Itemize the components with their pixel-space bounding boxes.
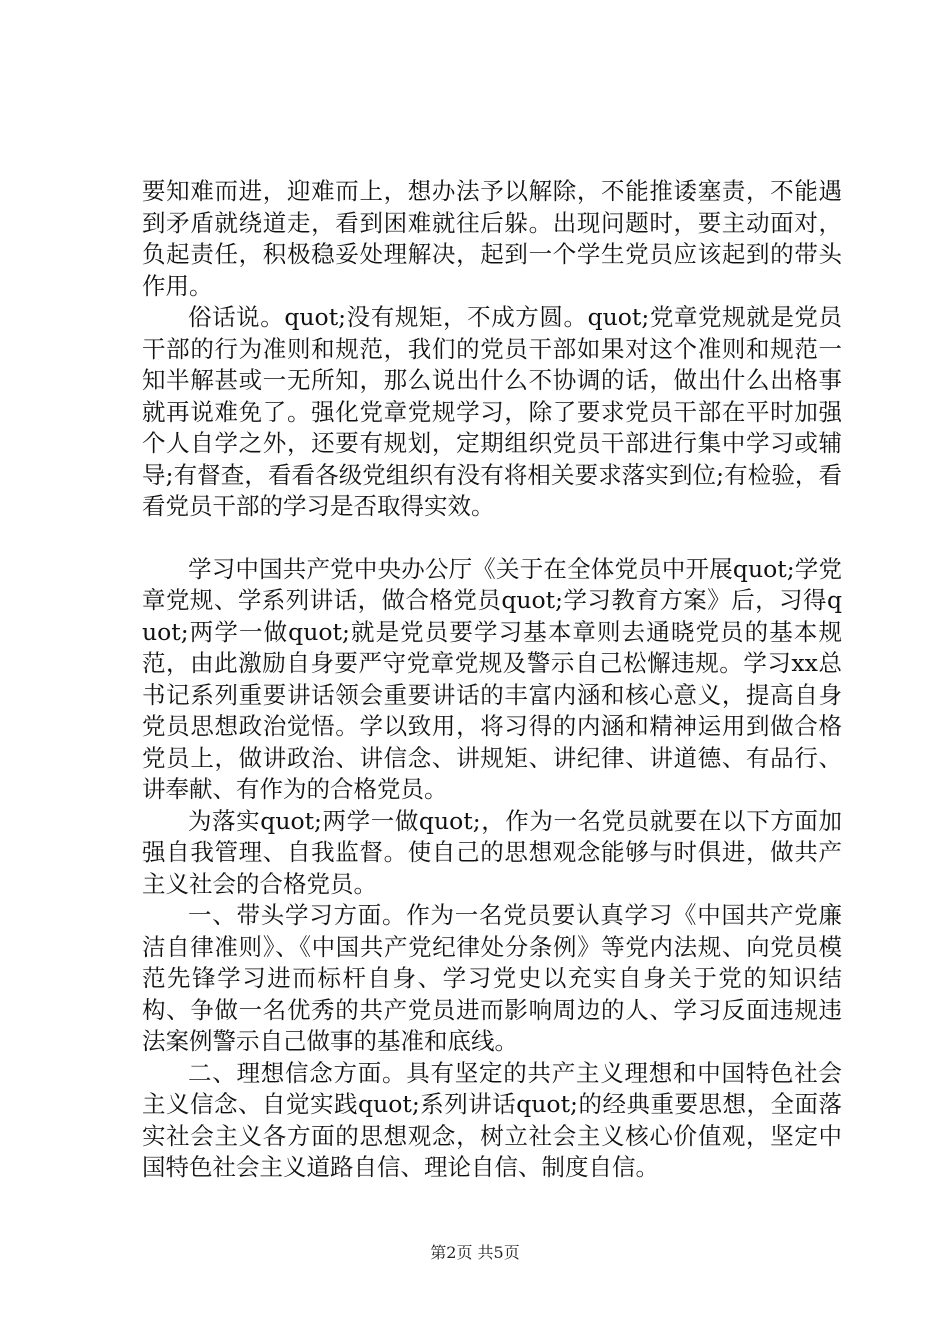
document-body bbox=[142, 176, 842, 1184]
paragraph-study: 学习中国共产党中央办公厅《关于在全体党员中开展quot;学党章党规、学系列讲话，做合格党员quot;学习教育方案》后，习得quot;两学一做quot;就是党员要学习基本章则去通晓党员的基本规范，由此激励自身要严守党章党规及警示自己松懈违规。学习xx总书记系列重要讲话领会重要讲话的丰富内涵和核心意义，提高自身党员思想政治觉悟。学以致用，将习得的内涵和精神运用到做合格党员上，做讲政治、讲信念、讲规矩、讲纪律、讲道德、有品行、讲奉献、有作为的合格党员。 bbox=[142, 554, 842, 803]
paragraph-implement: 为落实quot;两学一做quot;，作为一名党员就要在以下方面加强自我管理、自我监督。使自己的思想观念能够与时俱进，做共产主义社会的合格党员。 bbox=[142, 806, 842, 898]
paragraph-point-one: 一、带头学习方面。作为一名党员要认真学习《中国共产党廉洁自律准则》、《中国共产党纪律处分条例》等党内法规、向党员模范先锋学习进而标杆自身、学习党史以充实自身关于党的知识结构、争做一名优秀的共产党员进而影响周边的人、学习反面违规违法案例警示自己做事的基准和底线。 bbox=[142, 901, 842, 1055]
paragraph-rules: 俗话说。quot;没有规矩，不成方圆。quot;党章党规就是党员干部的行为准则和规范，我们的党员干部如果对这个准则和规范一知半解甚或一无所知，那么说出什么不协调的话，做出什么出格事就再说难免了。强化党章党规学习，除了要求党员干部在平时加强个人自学之外，还要有规划，定期组织党员干部进行集中学习或辅导;有督查，看看各级党组织有没有将相关要求落实到位;有检验，看看党员干部的学习是否取得实效。 bbox=[142, 303, 842, 520]
paragraph-point-two: 二、理想信念方面。具有坚定的共产主义理想和中国特色社会主义信念、自觉实践quot;系列讲话quot;的经典重要思想，全面落实社会主义各方面的思想观念，树立社会主义核心价值观，坚定中国特色社会主义道路自信、理论自信、制度自信。 bbox=[142, 1058, 842, 1181]
page-footer: 第2页 共5页 bbox=[430, 1243, 520, 1262]
paragraph-continuation: 要知难而进，迎难而上，想办法予以解除，不能推诿塞责，不能遇到矛盾就绕道走，看到困难就往后躲。出现问题时，要主动面对，负起责任，积极稳妥处理解决，起到一个学生党员应该起到的带头作用。 bbox=[142, 177, 842, 300]
